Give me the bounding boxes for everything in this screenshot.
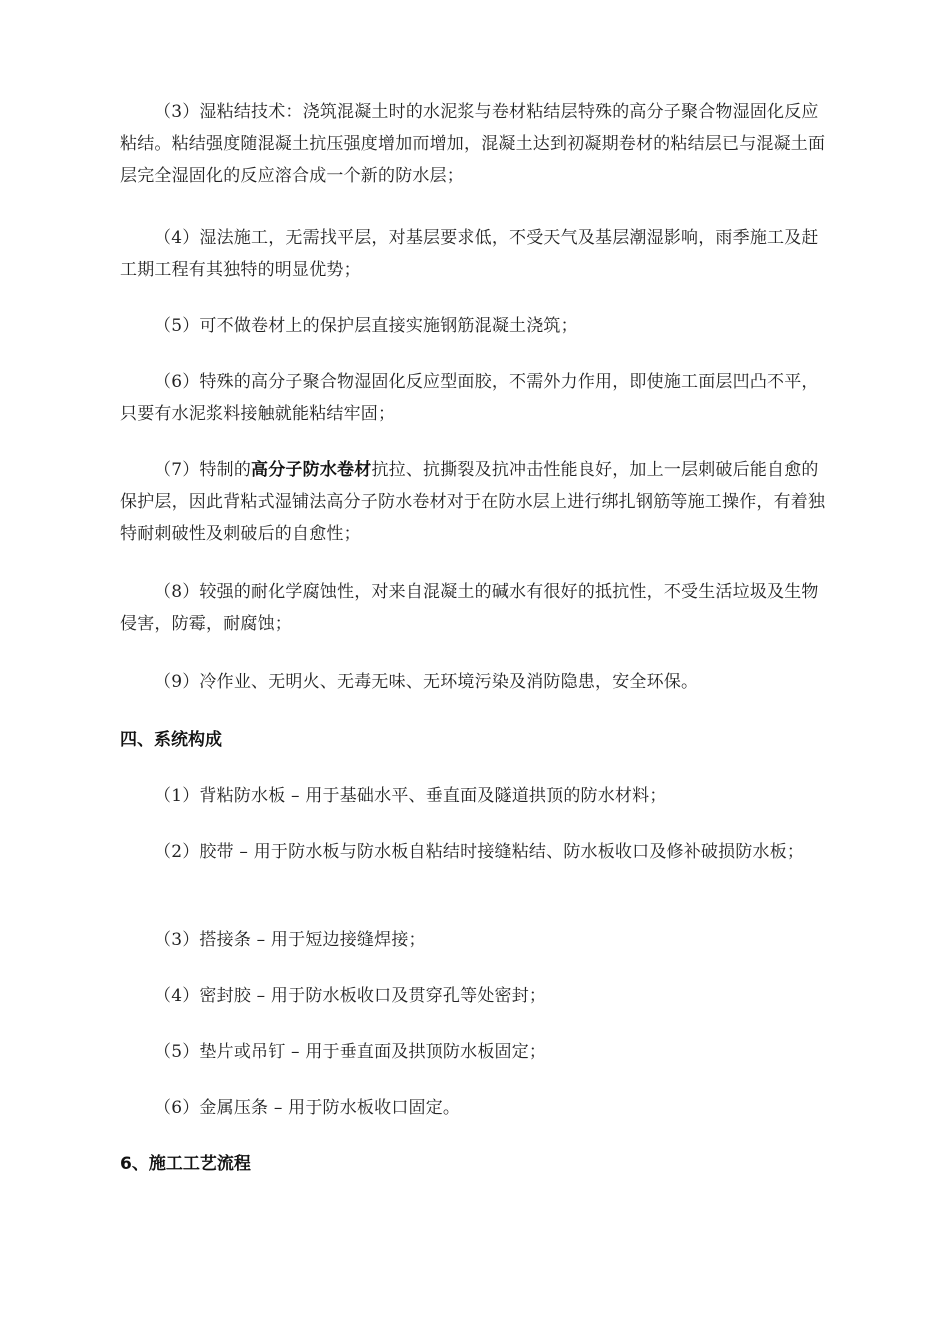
system-item-3 — [120, 924, 832, 956]
feature-paragraph-8 — [120, 576, 832, 640]
section-heading-system: 四、系统构成 — [120, 730, 222, 750]
feature-text-after: 抗拉、抗撕裂及抗冲击性能良好，加上一层刺破后能自愈的保护层，因此背粘式湿铺法高分子防水卷材对于在防水层上进行绑扎钢筋等施工操作，有着独特耐刺破性及刺破后的自愈性； — [120, 460, 826, 544]
system-item-text: （4）密封胶 – 用于防水板收口及贯穿孔等处密封； — [154, 986, 547, 1006]
system-item-text: （2）胶带 – 用于防水板与防水板自粘结时接缝粘结、防水板收口及修补破损防水板； — [154, 842, 805, 862]
feature-paragraph-7 — [120, 454, 832, 550]
system-item-2 — [120, 836, 832, 868]
system-item-4 — [120, 980, 832, 1012]
system-item-5 — [120, 1036, 832, 1068]
system-item-text: （3）搭接条 – 用于短边接缝焊接； — [154, 930, 426, 950]
system-item-1 — [120, 780, 832, 812]
system-item-6 — [120, 1092, 832, 1124]
feature-text: （8）较强的耐化学腐蚀性，对来自混凝土的碱水有很好的抵抗性，不受生活垃圾及生物侵害，防霉，耐腐蚀； — [120, 582, 819, 634]
feature-text: （4）湿法施工，无需找平层，对基层要求低，不受天气及基层潮湿影响，雨季施工及赶工期工程有其独特的明显优势； — [120, 228, 819, 280]
feature-text-before: （7）特制的 — [154, 460, 252, 480]
feature-paragraph-4 — [120, 222, 832, 286]
feature-paragraph-5 — [120, 310, 832, 342]
feature-text: （6）特殊的高分子聚合物湿固化反应型面胶，不需外力作用，即使施工面层凹凸不平，只要有水泥浆料接触就能粘结牢固； — [120, 372, 819, 424]
feature-text: （5）可不做卷材上的保护层直接实施钢筋混凝土浇筑； — [154, 316, 578, 336]
feature-text: （3）湿粘结技术：浇筑混凝土时的水泥浆与卷材粘结层特殊的高分子聚合物湿固化反应粘结。粘结强度随混凝土抗压强度增加而增加，混凝土达到初凝期卷材的粘结层已与混凝土面层完全湿固化的反应溶合成一个新的防水层； — [120, 102, 826, 186]
feature-paragraph-3 — [120, 96, 832, 192]
bold-term: 高分子防水卷材 — [251, 460, 372, 480]
feature-paragraph-6 — [120, 366, 832, 430]
system-item-text: （6）金属压条 – 用于防水板收口固定。 — [154, 1098, 461, 1118]
feature-text: （9）冷作业、无明火、无毒无味、无环境污染及消防隐患，安全环保。 — [154, 672, 699, 692]
section-heading-process: 6、施工工艺流程 — [120, 1154, 251, 1174]
feature-paragraph-9 — [120, 666, 832, 698]
system-item-text: （1）背粘防水板 – 用于基础水平、垂直面及隧道拱顶的防水材料； — [154, 786, 667, 806]
system-item-text: （5）垫片或吊钉 – 用于垂直面及拱顶防水板固定； — [154, 1042, 547, 1062]
